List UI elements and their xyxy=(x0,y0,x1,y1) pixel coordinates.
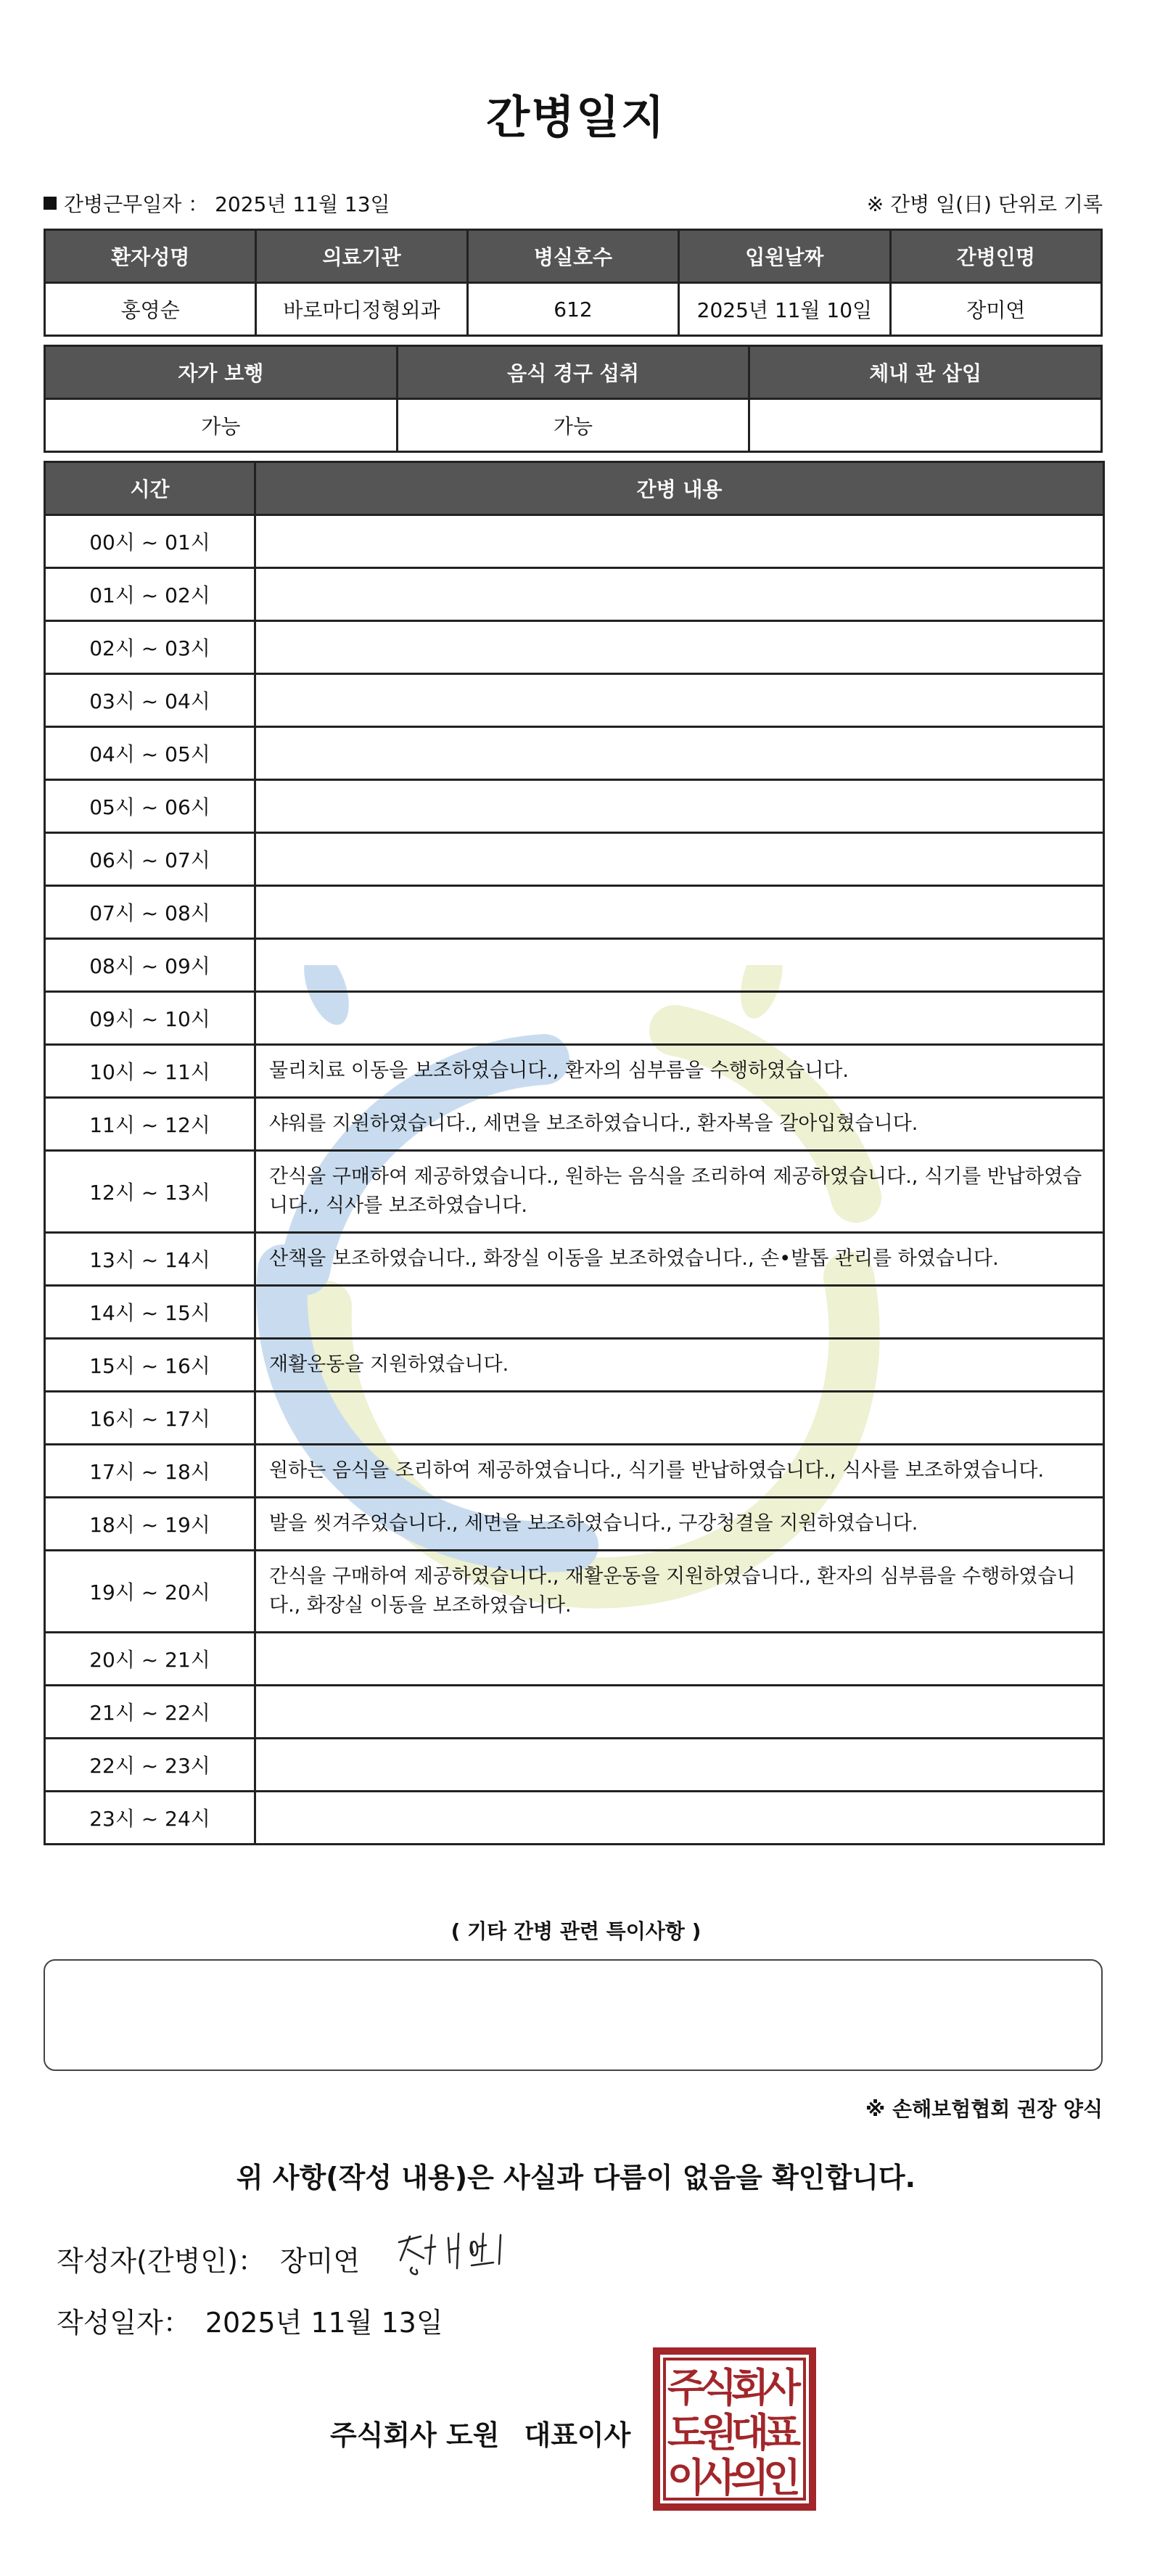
caregiver-name-cell: 장미연 xyxy=(890,283,1101,336)
table-row xyxy=(45,780,1104,833)
company-seal-stamp xyxy=(653,2347,816,2511)
writer-label: 작성자(간병인)： xyxy=(57,2245,266,2277)
care-content-cell xyxy=(255,939,1104,992)
svg-text:도: 도 xyxy=(667,2410,706,2456)
table-row xyxy=(45,621,1104,674)
care-content-cell xyxy=(255,886,1104,939)
table-row xyxy=(45,515,1104,568)
handwritten-signature xyxy=(392,2220,515,2286)
header-care-content: 간병 내용 xyxy=(255,462,1104,515)
header-admission-date: 입원날짜 xyxy=(679,230,890,283)
table-row xyxy=(45,833,1104,886)
table-header-row xyxy=(45,462,1104,515)
written-date-line xyxy=(57,2300,443,2340)
time-slot-cell: 01시 ~ 02시 xyxy=(45,568,255,621)
time-slot-cell: 08시 ~ 09시 xyxy=(45,939,255,992)
care-content-cell xyxy=(255,674,1104,727)
table-row xyxy=(45,568,1104,621)
svg-text:사: 사 xyxy=(762,2365,802,2411)
room-number-cell: 612 xyxy=(467,283,678,336)
svg-text:회: 회 xyxy=(731,2365,770,2411)
company-line xyxy=(330,2413,630,2453)
time-slot-cell: 17시 ~ 18시 xyxy=(45,1445,255,1498)
log-body xyxy=(45,515,1104,1845)
header-caregiver-name: 간병인명 xyxy=(890,230,1101,283)
care-content-cell: 간식을 구매하여 제공하였습니다., 원하는 음식을 조리하여 제공하였습니다., 식기를 반납하였습니다., 식사를 보조하였습니다. xyxy=(255,1151,1104,1233)
daily-record-note: ※ 간병 일(日) 단위로 기록 xyxy=(866,192,1103,216)
written-date-value: 2025년 11월 13일 xyxy=(205,2307,443,2339)
care-content-cell: 발을 씻겨주었습니다., 세면을 보조하였습니다., 구강청결을 지원하였습니다. xyxy=(255,1498,1104,1551)
time-slot-cell: 14시 ~ 15시 xyxy=(45,1286,255,1339)
header-hospital: 의료기관 xyxy=(256,230,467,283)
svg-text:대: 대 xyxy=(731,2410,770,2456)
notes-title: ( 기타 간병 관련 특이사항 ) xyxy=(450,1919,702,1943)
time-slot-cell: 09시 ~ 10시 xyxy=(45,992,255,1045)
care-content-cell xyxy=(255,1739,1104,1792)
writer-line xyxy=(57,2239,360,2278)
table-row xyxy=(45,1551,1104,1633)
time-slot-cell: 15시 ~ 16시 xyxy=(45,1339,255,1392)
tube-insertion-cell xyxy=(749,399,1102,452)
care-content-cell xyxy=(255,1286,1104,1339)
table-row xyxy=(45,1498,1104,1551)
svg-text:원: 원 xyxy=(699,2410,738,2456)
notes-box xyxy=(44,1959,1103,2071)
care-content-cell xyxy=(255,1792,1104,1845)
table-row xyxy=(45,399,1102,452)
time-slot-cell: 02시 ~ 03시 xyxy=(45,621,255,674)
time-slot-cell: 00시 ~ 01시 xyxy=(45,515,255,568)
table-row xyxy=(45,1792,1104,1845)
table-row xyxy=(45,886,1104,939)
time-slot-cell: 20시 ~ 21시 xyxy=(45,1633,255,1686)
table-row xyxy=(45,939,1104,992)
care-content-cell xyxy=(255,1686,1104,1739)
table-row xyxy=(45,1686,1104,1739)
care-content-cell xyxy=(255,992,1104,1045)
time-slot-cell: 10시 ~ 11시 xyxy=(45,1045,255,1098)
representative-title: 대표이사 xyxy=(524,2419,631,2451)
time-slot-cell: 03시 ~ 04시 xyxy=(45,674,255,727)
time-slot-cell: 11시 ~ 12시 xyxy=(45,1098,255,1151)
self-walking-cell: 가능 xyxy=(45,399,398,452)
work-date-value: 2025년 11월 13일 xyxy=(215,192,390,216)
time-slot-cell: 05시 ~ 06시 xyxy=(45,780,255,833)
care-content-cell xyxy=(255,1633,1104,1686)
work-date xyxy=(44,189,390,218)
company-name: 주식회사 도원 xyxy=(330,2419,500,2451)
care-content-cell: 물리치료 이동을 보조하였습니다., 환자의 심부름을 수행하였습니다. xyxy=(255,1045,1104,1098)
table-row xyxy=(45,1739,1104,1792)
time-slot-cell: 19시 ~ 20시 xyxy=(45,1551,255,1633)
care-content-cell: 재활운동을 지원하였습니다. xyxy=(255,1339,1104,1392)
header-self-walking: 자가 보행 xyxy=(45,346,398,399)
hourly-care-log-table xyxy=(44,461,1105,1845)
svg-text:의: 의 xyxy=(731,2455,770,2501)
patient-status-table xyxy=(44,345,1103,453)
table-row xyxy=(45,1286,1104,1339)
header-patient-name: 환자성명 xyxy=(45,230,256,283)
table-row xyxy=(45,1233,1104,1286)
table-row xyxy=(45,992,1104,1045)
document-title: 간병일지 xyxy=(486,91,666,144)
work-date-label: 간병근무일자 ： xyxy=(64,192,209,216)
time-slot-cell: 06시 ~ 07시 xyxy=(45,833,255,886)
table-row xyxy=(45,283,1102,336)
svg-text:표: 표 xyxy=(762,2410,802,2456)
svg-text:이: 이 xyxy=(667,2455,706,2501)
oral-intake-cell: 가능 xyxy=(397,399,749,452)
time-slot-cell: 12시 ~ 13시 xyxy=(45,1151,255,1233)
time-slot-cell: 18시 ~ 19시 xyxy=(45,1498,255,1551)
admission-date-cell: 2025년 11월 10일 xyxy=(679,283,890,336)
table-row xyxy=(45,1045,1104,1098)
care-content-cell: 간식을 구매하여 제공하였습니다., 재활운동을 지원하였습니다., 환자의 심부름을 수행하였습니다., 화장실 이동을 보조하였습니다. xyxy=(255,1551,1104,1633)
table-row xyxy=(45,1098,1104,1151)
header-time: 시간 xyxy=(45,462,255,515)
svg-text:사: 사 xyxy=(699,2455,738,2501)
confirmation-statement: 위 사항(작성 내용)은 사실과 다름이 없음을 확인합니다. xyxy=(236,2162,916,2194)
care-content-cell: 원하는 음식을 조리하여 제공하였습니다., 식기를 반납하였습니다., 식사를 보조하였습니다. xyxy=(255,1445,1104,1498)
table-row xyxy=(45,674,1104,727)
care-content-cell xyxy=(255,780,1104,833)
header-tube-insertion: 체내 관 삽입 xyxy=(749,346,1102,399)
time-slot-cell: 07시 ~ 08시 xyxy=(45,886,255,939)
care-content-cell xyxy=(255,727,1104,780)
time-slot-cell: 16시 ~ 17시 xyxy=(45,1392,255,1445)
header-room-number: 병실호수 xyxy=(467,230,678,283)
care-content-cell xyxy=(255,515,1104,568)
patient-name-cell: 홍영순 xyxy=(45,283,256,336)
hospital-cell: 바로마디정형외과 xyxy=(256,283,467,336)
time-slot-cell: 23시 ~ 24시 xyxy=(45,1792,255,1845)
care-content-cell: 산책을 보조하였습니다., 화장실 이동을 보조하였습니다., 손•발톱 관리를 하였습니다. xyxy=(255,1233,1104,1286)
table-row xyxy=(45,1445,1104,1498)
care-content-cell: 샤워를 지원하였습니다., 세면을 보조하였습니다., 환자복을 갈아입혔습니다. xyxy=(255,1098,1104,1151)
time-slot-cell: 04시 ~ 05시 xyxy=(45,727,255,780)
written-date-label: 작성일자： xyxy=(57,2307,191,2339)
care-content-cell xyxy=(255,621,1104,674)
care-content-cell xyxy=(255,568,1104,621)
square-bullet-icon xyxy=(44,197,57,210)
time-slot-cell: 13시 ~ 14시 xyxy=(45,1233,255,1286)
svg-text:인: 인 xyxy=(762,2455,802,2501)
table-row xyxy=(45,1633,1104,1686)
svg-text:주: 주 xyxy=(667,2365,706,2411)
patient-info-table xyxy=(44,229,1103,337)
care-content-cell xyxy=(255,1392,1104,1445)
table-header-row xyxy=(45,230,1102,283)
time-slot-cell: 21시 ~ 22시 xyxy=(45,1686,255,1739)
table-row xyxy=(45,1151,1104,1233)
table-row xyxy=(45,727,1104,780)
care-content-cell xyxy=(255,833,1104,886)
table-row xyxy=(45,1392,1104,1445)
table-row xyxy=(45,1339,1104,1392)
header-oral-intake: 음식 경구 섭취 xyxy=(397,346,749,399)
svg-text:식: 식 xyxy=(699,2365,738,2411)
writer-name: 장미연 xyxy=(279,2245,361,2277)
time-slot-cell: 22시 ~ 23시 xyxy=(45,1739,255,1792)
recommended-form-note: ※ 손해보험협회 권장 양식 xyxy=(865,2097,1103,2121)
table-header-row xyxy=(45,346,1102,399)
